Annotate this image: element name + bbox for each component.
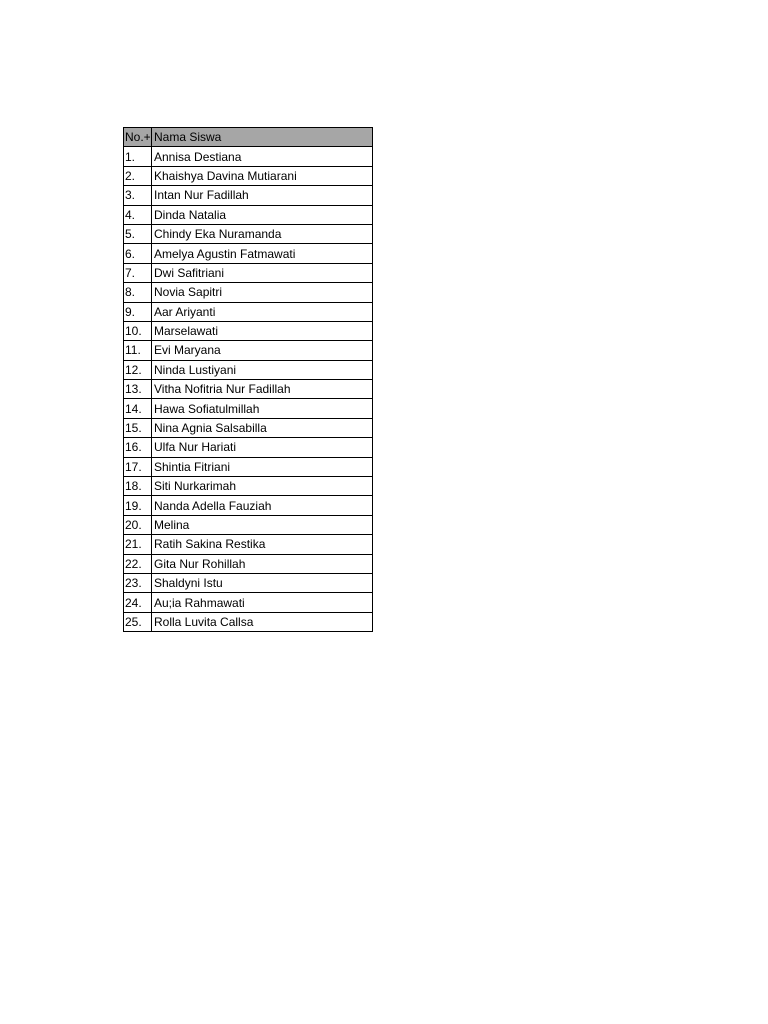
row-number-cell: 9.	[124, 302, 152, 321]
table-row	[124, 554, 373, 573]
student-name-cell: Amelya Agustin Fatmawati	[152, 244, 373, 263]
row-number-cell: 2.	[124, 166, 152, 185]
row-number-cell: 5.	[124, 224, 152, 243]
row-number-cell: 24.	[124, 593, 152, 612]
student-name-cell: Shaldyni Istu	[152, 573, 373, 592]
row-number-cell: 4.	[124, 205, 152, 224]
row-number-cell: 20.	[124, 515, 152, 534]
student-name-cell: Nina Agnia Salsabilla	[152, 418, 373, 437]
student-name-cell: Shintia Fitriani	[152, 457, 373, 476]
student-name-cell: Ulfa Nur Hariati	[152, 438, 373, 457]
table-row	[124, 263, 373, 282]
student-name-cell: Siti Nurkarimah	[152, 477, 373, 496]
row-number-cell: 19.	[124, 496, 152, 515]
student-name-cell: Khaishya Davina Mutiarani	[152, 166, 373, 185]
row-number-cell: 11.	[124, 341, 152, 360]
table-row	[124, 612, 373, 631]
row-number-cell: 3.	[124, 186, 152, 205]
student-name-cell: Vitha Nofitria Nur Fadillah	[152, 380, 373, 399]
row-number-cell: 23.	[124, 573, 152, 592]
table-header-row	[124, 128, 373, 147]
table-row	[124, 224, 373, 243]
table-row	[124, 457, 373, 476]
table-row	[124, 321, 373, 340]
student-name-cell: Dwi Safitriani	[152, 263, 373, 282]
student-name-cell: Annisa Destiana	[152, 147, 373, 166]
row-number-cell: 15.	[124, 418, 152, 437]
student-roster-table	[123, 127, 373, 632]
row-number-cell: 7.	[124, 263, 152, 282]
student-name-cell: Aar Ariyanti	[152, 302, 373, 321]
table-row	[124, 380, 373, 399]
table-row	[124, 418, 373, 437]
number-column-header: No.+	[124, 128, 152, 147]
student-name-cell: Evi Maryana	[152, 341, 373, 360]
table-row	[124, 535, 373, 554]
row-number-cell: 13.	[124, 380, 152, 399]
student-name-cell: Gita Nur Rohillah	[152, 554, 373, 573]
table-row	[124, 302, 373, 321]
student-name-cell: Nanda Adella Fauziah	[152, 496, 373, 515]
table-row	[124, 186, 373, 205]
table-row	[124, 360, 373, 379]
student-name-cell: Ratih Sakina Restika	[152, 535, 373, 554]
table-row	[124, 166, 373, 185]
table-row	[124, 593, 373, 612]
student-name-cell: Rolla Luvita Callsa	[152, 612, 373, 631]
row-number-cell: 16.	[124, 438, 152, 457]
row-number-cell: 8.	[124, 283, 152, 302]
row-number-cell: 21.	[124, 535, 152, 554]
row-number-cell: 1.	[124, 147, 152, 166]
row-number-cell: 10.	[124, 321, 152, 340]
table-row	[124, 438, 373, 457]
row-number-cell: 12.	[124, 360, 152, 379]
row-number-cell: 6.	[124, 244, 152, 263]
row-number-cell: 22.	[124, 554, 152, 573]
table-row	[124, 496, 373, 515]
name-column-header: Nama Siswa	[152, 128, 373, 147]
student-name-cell: Au;ia Rahmawati	[152, 593, 373, 612]
table-row	[124, 573, 373, 592]
student-name-cell: Chindy Eka Nuramanda	[152, 224, 373, 243]
table-row	[124, 399, 373, 418]
student-name-cell: Intan Nur Fadillah	[152, 186, 373, 205]
table-row	[124, 283, 373, 302]
table-row	[124, 477, 373, 496]
table-row	[124, 515, 373, 534]
student-name-cell: Novia Sapitri	[152, 283, 373, 302]
student-name-cell: Dinda Natalia	[152, 205, 373, 224]
row-number-cell: 18.	[124, 477, 152, 496]
row-number-cell: 17.	[124, 457, 152, 476]
student-name-cell: Marselawati	[152, 321, 373, 340]
student-name-cell: Hawa Sofiatulmillah	[152, 399, 373, 418]
table-row	[124, 341, 373, 360]
student-name-cell: Ninda Lustiyani	[152, 360, 373, 379]
student-name-cell: Melina	[152, 515, 373, 534]
row-number-cell: 14.	[124, 399, 152, 418]
table-row	[124, 244, 373, 263]
row-number-cell: 25.	[124, 612, 152, 631]
table-body	[124, 147, 373, 632]
table-row	[124, 147, 373, 166]
table-row	[124, 205, 373, 224]
